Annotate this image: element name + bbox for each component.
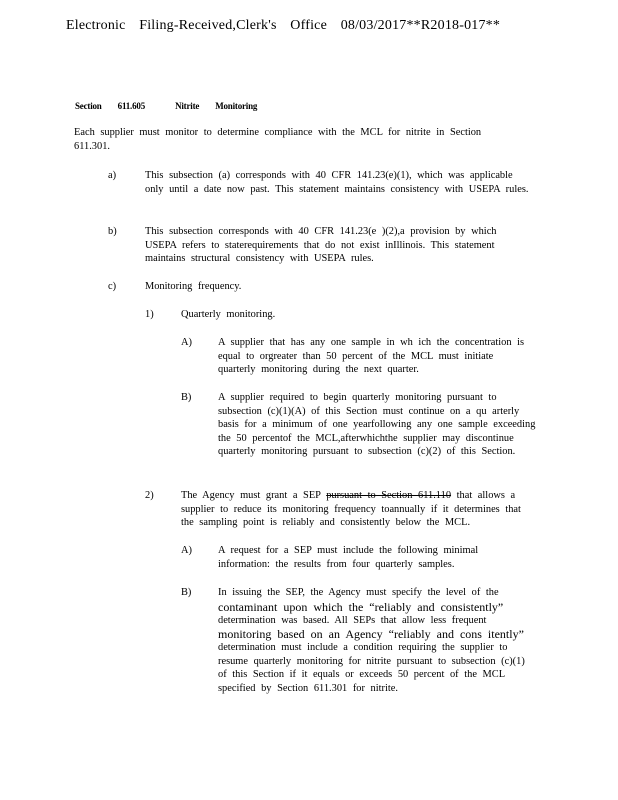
filing-header: Electronic Filing-Received,Clerk's Office 08/03/2017**R2018-017** (66, 18, 501, 33)
item-c2-text-before: The Agency must grant a SEP (181, 490, 321, 501)
section-number: Section 611.605 (75, 101, 146, 111)
item-c1A-text: A supplier that has any one sample in wh ich the concentration is equal to orgreater than 50 percent of the MCL must initiate quarterly monitoring during the next quarter. (218, 337, 525, 375)
item-c1-text: Quarterly monitoring. (181, 309, 276, 320)
section-title: Nitrite Monitoring (175, 101, 258, 111)
item-c2B-line5: determination must include a condition requiring the supplier to resume quarterly monitoring for nitrite pursuant to subsection (c)(1) of this Section if it equals or exceeds 50 percent of the MCL specified by Section 611.301 for nitrite. (218, 642, 525, 694)
item-c1B-text: A supplier required to begin quarterly monitoring pursuant to subsection (c)(1)(A) of this Section must continue on a qu arterly basis for a minimum of one yearfollowing any one sample exceeding the 50 percentof the MCL,afterwhichthe supplier may discontinue quarterly monitoring pursuant to subsection (c)(2) of this Section. (218, 392, 536, 457)
item-c2-struck-text: pursuant to Section 611.110 (326, 490, 452, 501)
item-c2B-line4: monitoring based on an Agency “reliably and cons itently” (218, 627, 524, 641)
item-c1A-label: A) (181, 337, 192, 348)
item-c-text: Monitoring frequency. (145, 281, 242, 292)
item-c2-label: 2) (145, 490, 154, 501)
item-c2-text-after: that allows a supplier to reduce its monitoring frequency toannually if it determines that the sampling point is reliably and consistently below the MCL. (181, 490, 521, 528)
section-heading (75, 101, 257, 111)
intro-paragraph: Each supplier must monitor to determine compliance with the MCL for nitrite in Section 611.301. (74, 127, 482, 152)
item-c2B-line1: In issuing the SEP, the Agency must specify the level of the (218, 587, 499, 598)
item-c2B-label: B) (181, 587, 192, 598)
item-c2A-label: A) (181, 545, 192, 556)
item-a-label: a) (108, 170, 117, 181)
item-c1-label: 1) (145, 309, 154, 320)
item-c2B-text (218, 586, 536, 695)
item-b-text: This subsection corresponds with 40 CFR 141.23(e )(2),a provision by which USEPA refers to staterequirements that do not exist inIllinois. This statement maintains structural consistency with USEPA rules. (145, 226, 497, 264)
item-a-text: This subsection (a) corresponds with 40 CFR 141.23(e)(1), which was applicable only until a date now past. This statement maintains consistency with USEPA rules. (145, 170, 529, 195)
item-c2-text (181, 489, 533, 530)
item-c1B-label: B) (181, 392, 192, 403)
item-c2A-text: A request for a SEP must include the following minimal information: the results from four quarterly samples. (218, 545, 479, 570)
item-c-label: c) (108, 281, 117, 292)
item-c2B-line3: determination was based. All SEPs that allow less frequent (218, 614, 487, 626)
item-c2B-line2: contaminant upon which the “reliably and consistently” (218, 599, 504, 614)
item-b-label: b) (108, 226, 117, 237)
